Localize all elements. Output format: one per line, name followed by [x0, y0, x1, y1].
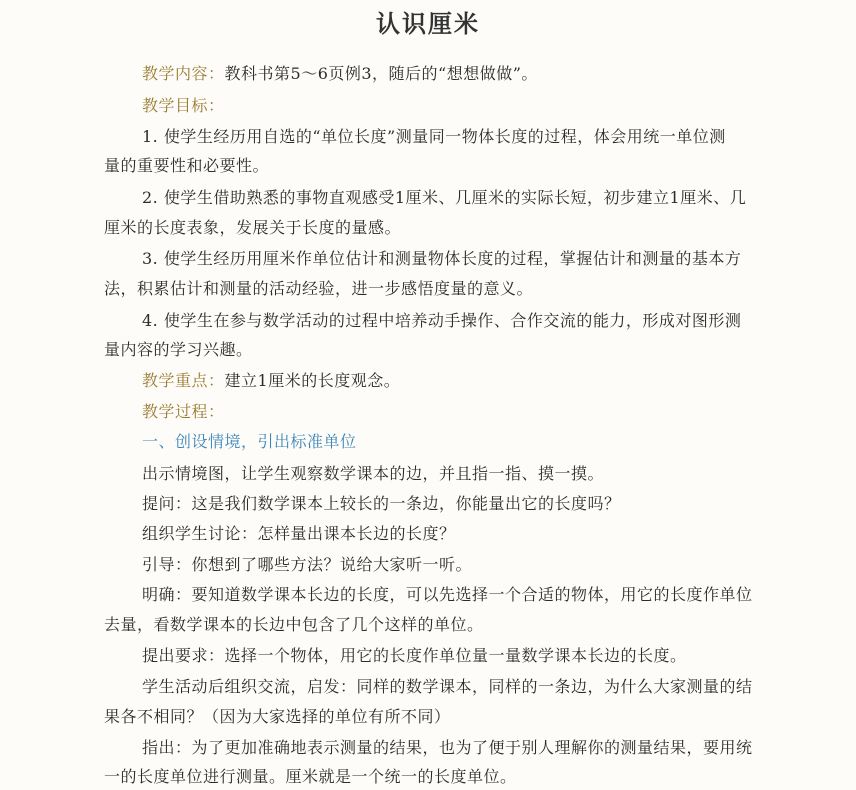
process-line-8: 学生活动后组织交流，启发：同样的数学课本，同样的一条边，为什么大家测量的结: [142, 677, 753, 696]
content-text: 教科书第5～6页例3，随后的“想想做做”。: [224, 64, 538, 83]
process-line-3: 组织学生讨论：怎样量出课本长边的长度？: [142, 524, 456, 543]
goal-2-line-1: 2. 使学生借助熟悉的事物直观感受1厘米、几厘米的实际长短，初步建立1厘米、几: [142, 188, 747, 207]
goal-3-line-2: 法，积累估计和测量的活动经验，进一步感悟度量的意义。: [104, 279, 534, 298]
page-title: 认识厘米: [376, 10, 480, 38]
section-heading-1: 一、创设情境，引出标准单位: [142, 432, 357, 451]
key-point-label: 教学重点：: [142, 371, 225, 390]
goal-1-line-1: 1. 使学生经历用自选的“单位长度”测量同一物体长度的过程，体会用统一单位测: [142, 127, 726, 146]
goal-3-line-1: 3. 使学生经历用厘米作单位估计和测量物体长度的过程，掌握估计和测量的基本方: [142, 249, 742, 268]
process-line-2: 提问：这是我们数学课本上较长的一条边，你能量出它的长度吗？: [142, 494, 621, 513]
process-line-11: 一的长度单位进行测量。厘米就是一个统一的长度单位。: [104, 767, 517, 786]
process-line-10: 指出：为了更加准确地表示测量的结果，也为了便于别人理解你的测量结果，要用统: [142, 738, 753, 757]
goal-4-line-1: 4. 使学生在参与数学活动的过程中培养动手操作、合作交流的能力，形成对图形测: [142, 311, 742, 330]
process-label: 教学过程：: [142, 402, 225, 421]
content-label: 教学内容：: [142, 64, 225, 83]
goal-1-line-2: 量的重要性和必要性。: [104, 156, 270, 175]
process-line-4: 引导：你想到了哪些方法？说给大家听一听。: [142, 555, 473, 574]
process-line-6: 去量，看数学课本的长边中包含了几个这样的单位。: [104, 615, 484, 634]
process-line-5: 明确：要知道数学课本长边的长度，可以先选择一个合适的物体，用它的长度作单位: [142, 585, 753, 604]
process-line-9: 果各不相同？（因为大家选择的单位有所不同）: [104, 707, 451, 726]
process-line-1: 出示情境图，让学生观察数学课本的边，并且指一指、摸一摸。: [142, 464, 605, 483]
key-point-line: [142, 371, 400, 391]
key-point-text: 建立1厘米的长度观念。: [224, 371, 401, 390]
goal-2-line-2: 厘米的长度表象，发展关于长度的量感。: [104, 218, 402, 237]
content-line: [142, 64, 538, 84]
goals-label: 教学目标：: [142, 96, 225, 115]
process-line-7: 提出要求：选择一个物体，用它的长度作单位量一量数学课本长边的长度。: [142, 646, 687, 665]
goal-4-line-2: 量内容的学习兴趣。: [104, 340, 253, 359]
